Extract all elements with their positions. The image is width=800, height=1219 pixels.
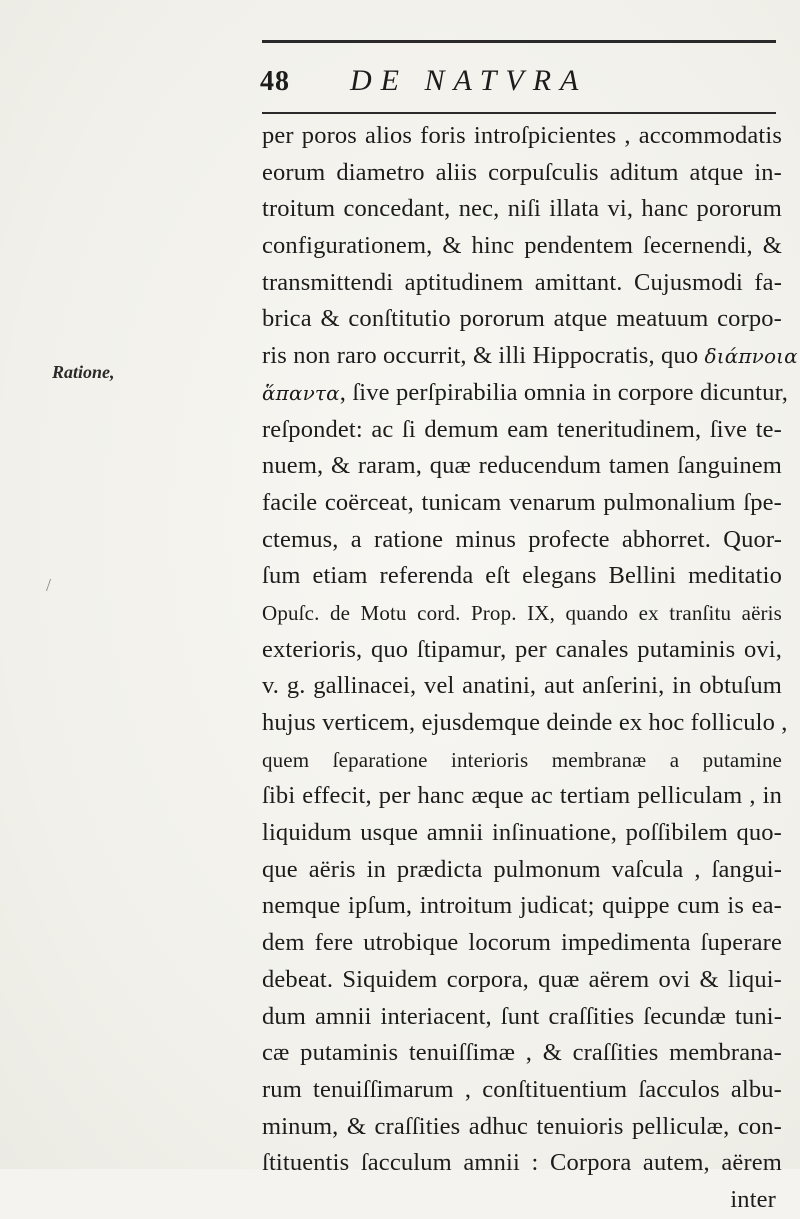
text-line: ſum etiam referenda eſt elegans Bellini meditatio — [262, 562, 782, 590]
text-line: ris non raro occurrit, & illi Hippocratis, quo διάπνοια — [262, 342, 798, 370]
text-line: Opuſc. de Motu cord. Prop. IX, quando ex tranſitu aëris — [262, 600, 782, 625]
text-line: hujus verticem, ejusdemque deinde ex hoc folliculo , — [262, 709, 788, 736]
text-line: configurationem, & hinc pendentem ſecernendi, & — [262, 232, 782, 260]
text-line: minum, & craſſities adhuc tenuioris pelliculæ, con- — [262, 1112, 782, 1140]
top-rule — [262, 40, 776, 43]
text-line: ſtituentis ſacculum amnii : Corpora autem, aërem — [262, 1149, 782, 1177]
greek-word: διάπνοια — [704, 344, 798, 369]
text-line: brica & conſtitutio pororum atque meatuum corpo- — [262, 305, 782, 333]
running-title: DE NATVRA — [350, 64, 588, 97]
margin-mark: / — [46, 575, 52, 595]
text-line: liquidum usque amnii inſinuatione, poſſibilem quo- — [262, 819, 782, 847]
page-number: 48 — [260, 66, 290, 97]
text-line: cæ putaminis tenuiſſimæ , & craſſities membrana- — [262, 1039, 782, 1067]
text-line: dum amnii interiacent, ſunt craſſities ſecundæ tuni- — [262, 1002, 782, 1030]
text-line: ſibi effecit, per hanc æque ac tertiam pelliculam , in — [262, 782, 782, 810]
text-line: ctemus, a ratione minus profecte abhorret. Quor- — [262, 525, 782, 553]
catchword: inter — [730, 1185, 776, 1213]
body-text — [262, 118, 798, 1219]
text-line: eorum diametro aliis corpuſculis aditum atque in- — [262, 158, 782, 186]
header-rule — [262, 112, 776, 114]
text-line: exterioris, quo ſtipamur, per canales putaminis ovi, — [262, 635, 782, 663]
text-line: dem fere utrobique locorum impedimenta ſuperare — [262, 929, 782, 957]
text-line: reſpondet: ac ſi demum eam teneritudinem, ſive te- — [262, 415, 782, 443]
greek-word: ἅπαντα — [262, 380, 340, 405]
text-line: facile coërceat, tunicam venarum pulmonalium ſpe- — [262, 488, 782, 516]
text-line: debeat. Siquidem corpora, quæ aërem ovi & liqui- — [262, 965, 782, 993]
text-line: v. g. gallinacei, vel anatini, aut anſerini, in obtuſum — [262, 672, 782, 700]
text-line: nuem, & raram, quæ reducendum tamen ſanguinem — [262, 452, 782, 480]
text-line: que aëris in prædicta pulmonum vaſcula , ſangui- — [262, 855, 782, 883]
text-line: nemque ipſum, introitum judicat; quippe cum is ea- — [262, 892, 782, 920]
text-line: ἅπαντα, ſive perſpirabilia omnia in corpore dicuntur, — [262, 378, 789, 406]
text-line: transmittendi aptitudinem amittant. Cujusmodi fa- — [262, 268, 782, 296]
text-line: per poros alios foris introſpicientes , accommodatis — [262, 122, 782, 149]
text-line: troitum concedant, nec, niſi illata vi, hanc pororum — [262, 195, 782, 223]
text-line: rum tenuiſſimarum , conſtituentium ſacculos albu- — [262, 1075, 782, 1103]
margin-note: Ratione, — [52, 362, 115, 382]
text-line: quem ſeparatione interioris membranæ a putamine — [262, 747, 782, 772]
page-header — [260, 66, 776, 110]
